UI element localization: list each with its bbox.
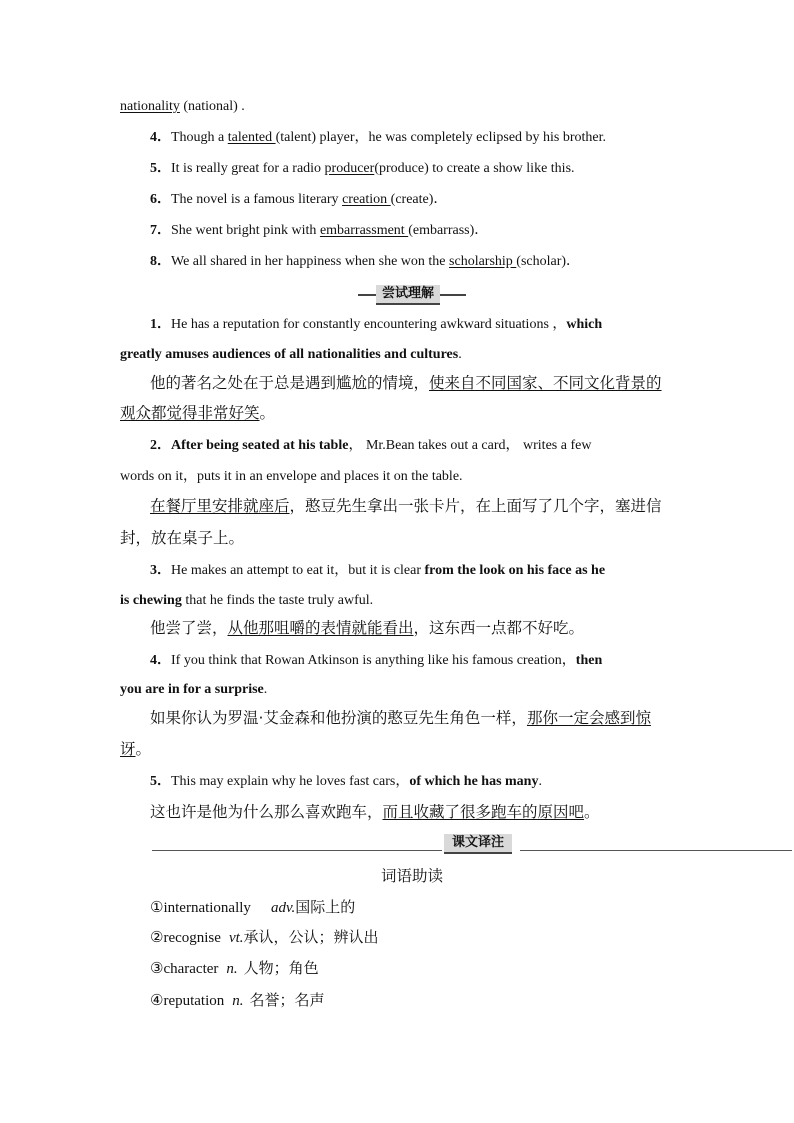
fill-item-4: 4．Though a talented (talent) player，he was completely eclipsed by his brother. <box>150 130 607 145</box>
section-title: 尝试理解 <box>376 285 440 305</box>
fill-line-nationality <box>120 97 245 117</box>
sentence-4-translation-1: 如果你认为罗温·艾金森和他扮演的憨豆先生角色一样，那你一定会感到惊 <box>150 709 651 727</box>
vocab-item-1: ①internationally adv.国际上的 <box>150 898 356 916</box>
sentence-3-line-2: is chewing that he finds the taste truly awful. <box>120 593 374 608</box>
fill-item-6: 6．The novel is a famous literary creation (create)． <box>150 192 448 207</box>
sentence-2-line-2: words on it，puts it in an envelope and places it on the table. <box>120 469 463 484</box>
sentence-2-translation-1: 在餐厅里安排就座后，憨豆先生拿出一张卡片，在上面写了几个字，塞进信 <box>150 497 662 515</box>
fill-item-5: 5．It is really great for a radio producer(produce) to create a show like this. <box>150 161 575 176</box>
sentence-5-line-1: 5．This may explain why he loves fast cars，of which he has many. <box>150 774 542 789</box>
answer-word: producer <box>324 161 375 176</box>
hint-text: (national) . <box>179 99 245 114</box>
sentence-1-translation-1: 他的著名之处在于总是遇到尴尬的情境，使来自不同国家、不同文化背景的 <box>150 374 662 392</box>
sentence-4-line-2: you are in for a surprise. <box>120 682 268 697</box>
vocab-item-2: ②recognise vt.承认，公认；辨认出 <box>150 928 379 946</box>
section-divider-right <box>520 850 792 851</box>
answer-word: embarrassment <box>319 223 409 238</box>
fill-item-8: 8．We all shared in her happiness when she won the scholarship (scholar)． <box>150 254 581 269</box>
sentence-2-line-1: 2．After being seated at his table， Mr.Bean takes out a card， writes a few <box>150 438 592 453</box>
sentence-1-line-1: 1．He has a reputation for constantly encountering awkward situations ，which <box>150 317 603 332</box>
sentence-3-line-1: 3．He makes an attempt to eat it，but it is clear from the look on his face as he <box>150 563 606 578</box>
sentence-1-translation-2: 观众都觉得非常好笑。 <box>120 404 276 422</box>
answer-word: scholarship <box>449 254 517 269</box>
sentence-4-line-1: 4．If you think that Rowan Atkinson is anything like his famous creation，then <box>150 653 603 668</box>
sentence-1-line-2: greatly amuses audiences of all nationalities and cultures. <box>120 347 462 362</box>
answer-word: talented <box>227 130 276 145</box>
answer-word: nationality <box>120 99 180 114</box>
section-banner-try-understand <box>358 285 466 305</box>
sentence-2-translation-2: 封，放在桌子上。 <box>120 529 245 547</box>
section-divider-left <box>152 850 442 851</box>
fill-item-7: 7．She went bright pink with embarrassment (embarrass)． <box>150 223 489 238</box>
vocab-item-3: ③character n. 人物；角色 <box>150 959 319 977</box>
sentence-5-translation-1: 这也许是他为什么那么喜欢跑车，而且收藏了很多跑车的原因吧。 <box>150 803 600 821</box>
sentence-3-translation-1: 他尝了尝，从他那咀嚼的表情就能看出，这东西一点都不好吃。 <box>150 619 585 637</box>
vocab-item-4: ④reputation n. 名誉；名声 <box>150 991 325 1009</box>
vocab-title: 词语助读 <box>381 867 444 885</box>
section-title: 课文译注 <box>444 834 512 854</box>
sentence-4-translation-2: 讶。 <box>120 740 152 758</box>
answer-word: creation <box>342 192 391 207</box>
